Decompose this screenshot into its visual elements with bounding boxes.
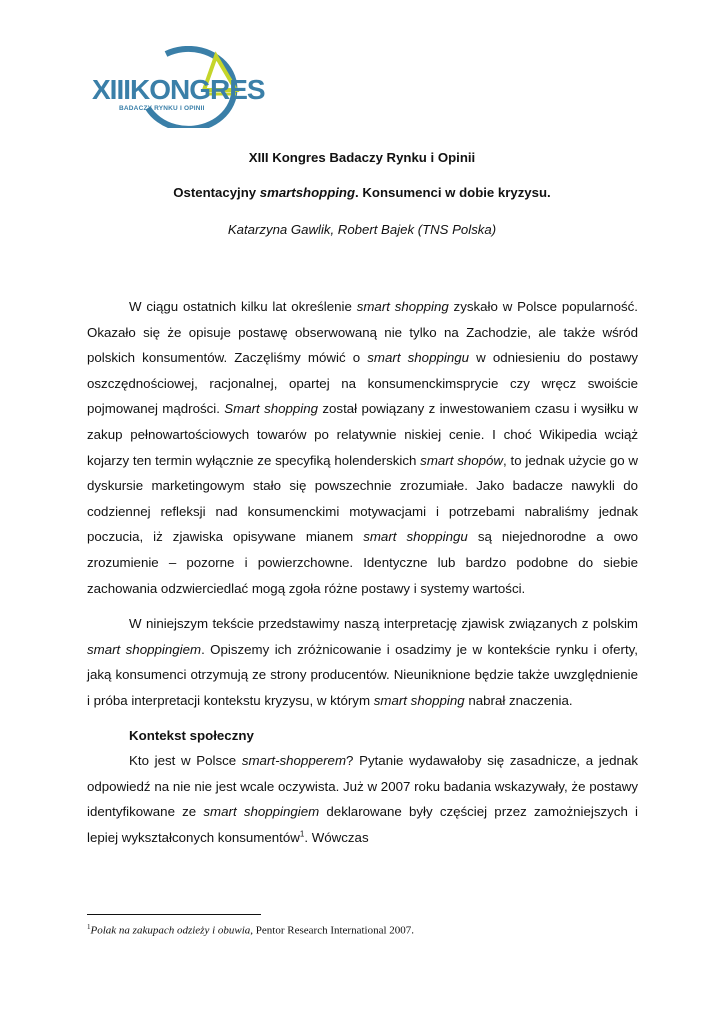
- emphasis: smart-shopperem: [241, 753, 347, 769]
- emphasis: smart shoppingiem: [87, 641, 202, 657]
- emphasis: smart shoppingiem: [203, 804, 320, 820]
- text-run: został powiązany z inwestowaniem czasu i wysiłku w zakup pełnowartościowych towarów po relatywnie niskiej cenie. I choć Wikipedia wciąż kojarzy ten termin wyłącznie ze specyfiką holenderskich: [87, 401, 638, 468]
- document-title: XIII Kongres Badaczy Rynku i Opinii: [248, 150, 476, 165]
- text-run: ? Pytanie wydawałoby się zasadnicze, a jednak odpowiedź na nie nie jest wcale oczywista. Już w 2007 roku badania wskazywały, że postawy identyfikowane ze: [87, 753, 638, 820]
- logo-text: XIIIKONGRES: [92, 74, 265, 105]
- authors: Katarzyna Gawlik, Robert Bajek (TNS Polska): [227, 222, 497, 237]
- text-run: . Wówczas: [304, 829, 369, 845]
- subtitle-emphasis: smartshopping: [259, 185, 356, 200]
- text-run: . Opiszemy ich zróżnicowanie i osadzimy je w kontekście rynku i oferty, jaką konsumenci otrzymują ze strony producentów. Nieuniknione będzie także uwzględnienie i próba interpretacji kontekstu kryzysu, w którym: [87, 641, 638, 708]
- text-run: nabrał znaczenia.: [464, 692, 573, 708]
- footnote-reference[interactable]: 1: [299, 829, 305, 839]
- paragraph-3: [87, 748, 638, 850]
- subtitle-pre: Ostentacyjny: [173, 185, 260, 200]
- subtitle-post: . Konsumenci w dobie kryzysu.: [355, 185, 551, 200]
- footnote-title: Polak na zakupach odzieży i obuwia: [90, 924, 251, 937]
- footnote: [87, 923, 638, 937]
- text-run: , to jednak użycie go w dyskursie marketingowym stało się powszechnie zrozumiałe. Jako badacze nawykli do codziennej refleksji nad konsumenckimi motywacjami i potrzebami nabraliśmy jednak poczucia, iż zjawiska opisywane mianem: [87, 452, 638, 545]
- text-run: deklarowane były częściej przez zamożniejszych i lepiej wykształconych konsumentów: [87, 804, 638, 845]
- text-run: W ciągu ostatnich kilku lat określenie: [129, 299, 357, 314]
- text-run: są niejednorodne a owo zrozumienie – pozorne i powierzchowne. Identyczne lub bardzo podobne do siebie zachowania odzwierciedlać mogą zgoła różne postawy i systemy wartości.: [87, 529, 638, 596]
- footnote-mark: 1: [87, 923, 91, 931]
- emphasis: smart shoppingu: [367, 350, 470, 366]
- section-heading: Kontekst społeczny: [129, 727, 254, 743]
- logo-subtitle: BADACZY RYNKU I OPINII: [119, 105, 205, 112]
- paragraph-1: [87, 294, 638, 601]
- text-run: zyskało w Polsce popularność. Okazało się że opisuje postawę obserwowaną nie tylko na Zachodzie, ale także wśród polskich konsumentów. Zaczęliśmy mówić o: [87, 299, 638, 366]
- footnote-divider: [87, 914, 261, 915]
- text-run: W niniejszym tekście przedstawimy naszą interpretację zjawisk związanych z polskim: [129, 616, 638, 632]
- text-run: Kto jest w Polsce: [129, 753, 242, 769]
- text-run: w odniesieniu do postawy oszczędnościowej, racjonalnej, opartej na konsumenckimsprycie czy wręcz swoiście pojmowanej mądrości.: [87, 350, 638, 417]
- emphasis: smart shopping: [356, 299, 449, 314]
- body-text: [87, 294, 638, 850]
- congress-logo: [86, 46, 265, 128]
- emphasis: Smart shopping: [224, 401, 319, 417]
- emphasis: smart shopów: [420, 452, 504, 468]
- paragraph-2: [87, 611, 638, 713]
- emphasis: smart shopping: [373, 692, 465, 708]
- footnote-text: , Pentor Research International 2007.: [250, 924, 415, 937]
- document-subtitle: [0, 185, 724, 200]
- emphasis: smart shoppingu: [363, 529, 468, 545]
